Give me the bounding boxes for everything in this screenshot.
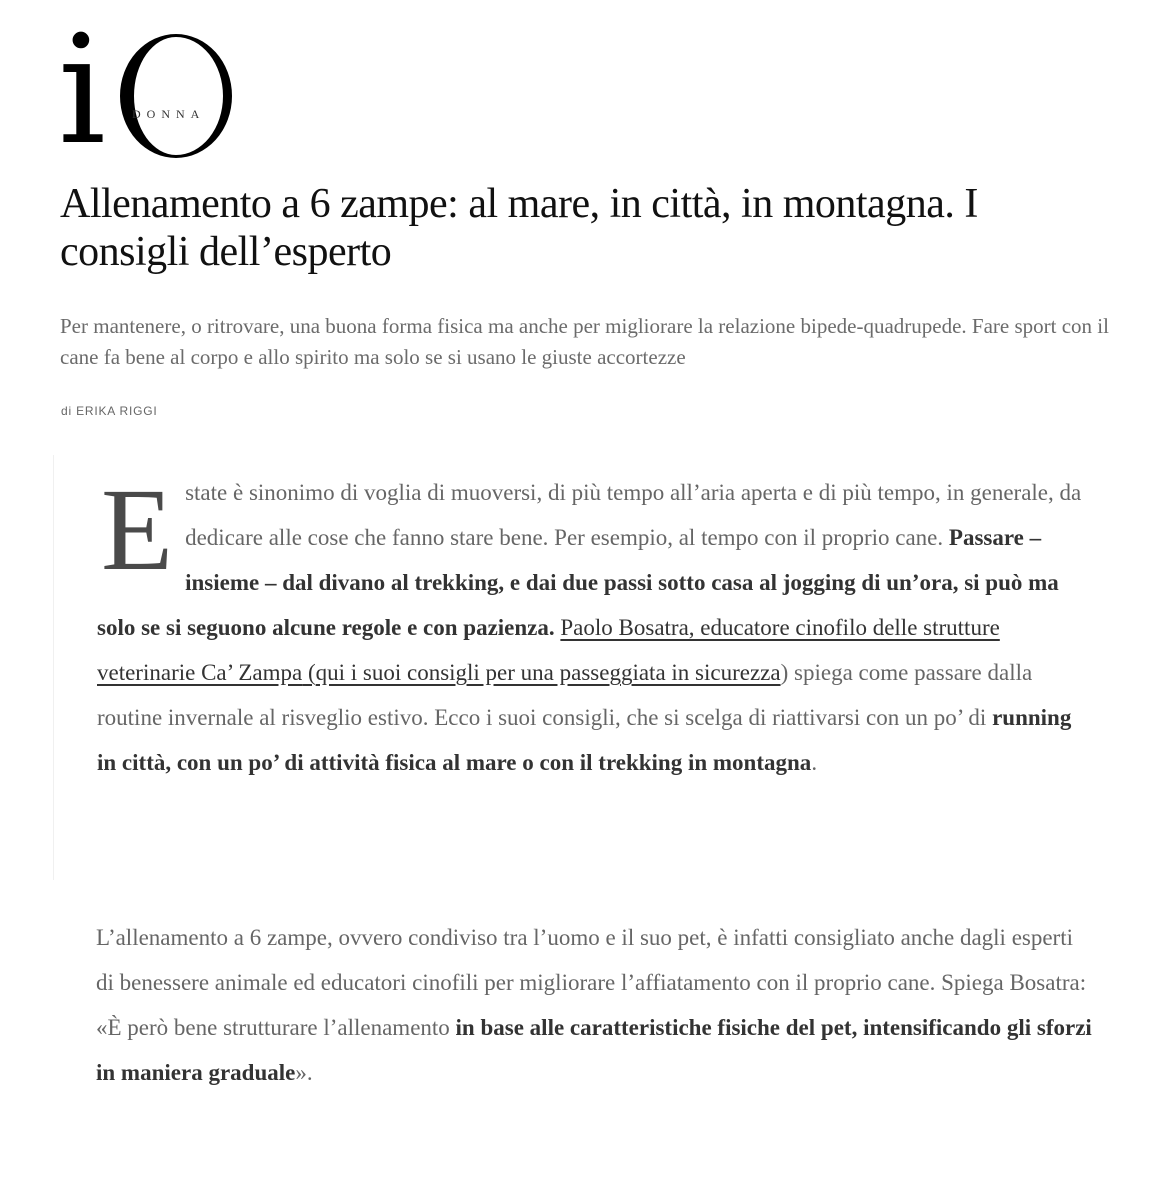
bosatra-ca-zampa-link[interactable]: Paolo Bosatra, educatore cinofilo delle strutture veterinarie Ca’ Zampa: [97, 615, 1000, 685]
safe-walk-tips-link[interactable]: qui i suoi consigli per una passeggiata in sicurezza: [315, 660, 781, 685]
lead-text-2: spiega come passare dalla routine invernale al risveglio estivo. Ecco i suoi consigli, che si scelga di riattivarsi con un po’ di: [97, 660, 1033, 730]
lead-text-3: .: [811, 750, 818, 775]
lead-bold-1: Passare – insieme – dal divano al trekking, e dai due passi sotto casa al jogging di un’ora, si può ma solo se si seguono alcune regole e con pazienza.: [97, 525, 1059, 640]
logo-letter-o-ring: [120, 34, 232, 158]
lead-paragraph: [97, 464, 1092, 785]
close-paren: ): [780, 660, 789, 685]
article-byline: di ERIKA RIGGI: [61, 404, 158, 418]
logo-donna-text: DONNA: [132, 107, 206, 121]
logo-letter-i: i: [58, 4, 106, 178]
second-text-1: L’allenamento a 6 zampe, ovvero condiviso tra l’uomo e il suo pet, è infatti consigliato anche dagli esperti di benessere animale ed educatori cinofili per migliorare l’affiatamento con il proprio cane. Spiega Bosatra: «È però bene strutturare l’allenamento: [96, 925, 1087, 1040]
second-paragraph: [96, 915, 1096, 1095]
article-subtitle: Per mantenere, o ritrovare, una buona forma fisica ma anche per migliorare la relazione bipede-quadrupede. Fare sport con il cane fa bene al corpo e allo spirito ma solo se si usano le giuste accortezze: [60, 314, 1109, 369]
article-title: Allenamento a 6 zampe: al mare, in città, in montagna. I consigli dell’esperto: [60, 181, 978, 275]
lead-text-1: state è sinonimo di voglia di muoversi, di più tempo all’aria aperta e di più tempo, in generale, da dedicare alle cose che fanno stare bene. Per esempio, al tempo con il proprio cane.: [185, 480, 1082, 550]
io-donna-logo[interactable]: [58, 4, 248, 178]
lead-bold-2: running in città, con un po’ di attività fisica al mare o con il trekking in montagna: [97, 705, 1072, 775]
lead-paragraph-block: [53, 455, 1094, 880]
second-text-2: ».: [295, 1060, 313, 1085]
second-bold-1: in base alle caratteristiche fisiche del pet, intensificando gli sforzi in maniera graduale: [96, 1015, 1092, 1085]
drop-cap: E: [101, 464, 174, 595]
open-paren: (: [302, 660, 316, 685]
